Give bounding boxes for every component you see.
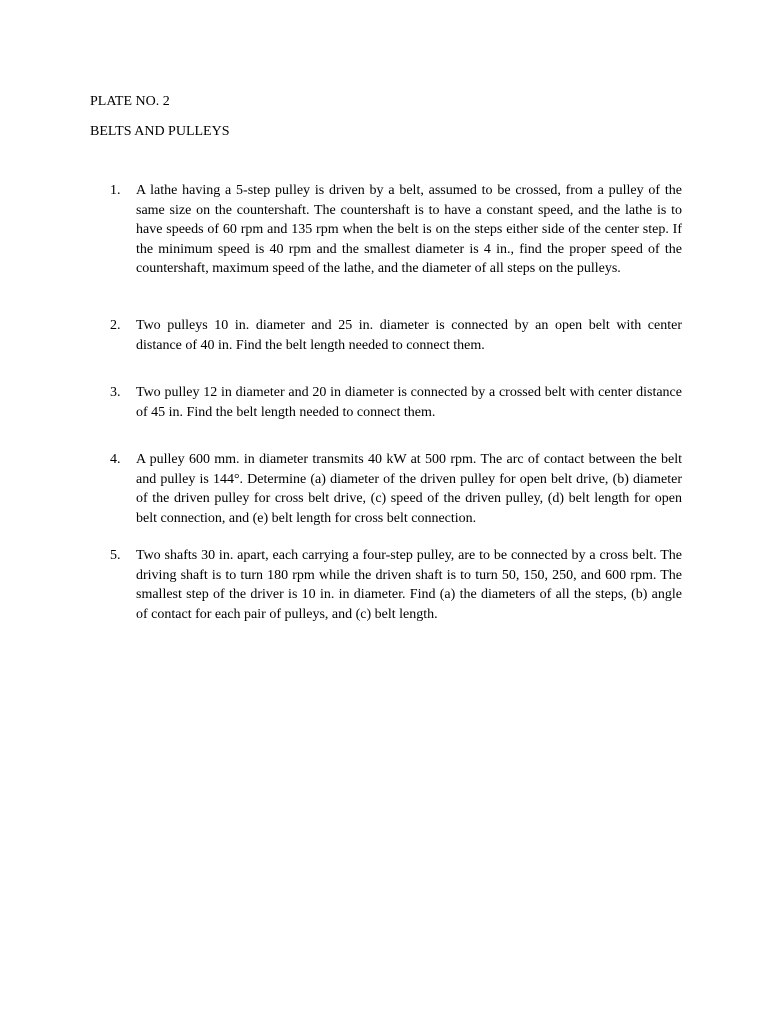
problem-item-2 (110, 316, 682, 355)
problem-text: Two pulleys 10 in. diameter and 25 in. diameter is connected by an open belt with center distance of 40 in. Find the belt length needed to connect them. (136, 318, 682, 353)
plate-number: PLATE NO. 2 (90, 94, 170, 109)
problem-text: Two pulley 12 in diameter and 20 in diameter is connected by a crossed belt with center distance of 45 in. Find the belt length needed to connect them. (136, 385, 682, 420)
problem-item-5 (110, 546, 682, 624)
problem-item-1 (110, 181, 682, 279)
problem-text: A pulley 600 mm. in diameter transmits 40 kW at 500 rpm. The arc of contact between the belt and pulley is 144°. Determine (a) diameter of the driven pulley for open belt drive, (b) diameter of the driven pulley for cross belt drive, (c) speed of the driven pulley, (d) belt length for open belt connection, and (e) belt length for cross belt connection. (136, 452, 682, 526)
problem-number: 4. (110, 452, 121, 467)
problem-number: 5. (110, 548, 121, 563)
problem-number: 3. (110, 385, 121, 400)
problem-number: 1. (110, 183, 121, 198)
document-subject: BELTS AND PULLEYS (90, 124, 230, 139)
problem-number: 2. (110, 318, 121, 333)
problem-item-3 (110, 383, 682, 422)
problem-text: A lathe having a 5-step pulley is driven by a belt, assumed to be crossed, from a pulley of the same size on the countershaft. The countershaft is to have a constant speed, and the lathe is to have speeds of 60 rpm and 135 rpm when the belt is on the steps either side of the center step. If the minimum speed is 40 rpm and the smallest diameter is 4 in., find the proper speed of the countershaft, maximum speed of the lathe, and the diameter of all steps on the pulleys. (136, 183, 682, 276)
problem-item-4 (110, 450, 682, 528)
problem-text: Two shafts 30 in. apart, each carrying a four-step pulley, are to be connected by a cross belt. The driving shaft is to turn 180 rpm while the driven shaft is to turn 50, 150, 250, and 600 rpm. The smallest step of the driver is 10 in. in diameter. Find (a) the diameters of all the steps, (b) angle of contact for each pair of pulleys, and (c) belt length. (136, 548, 682, 622)
